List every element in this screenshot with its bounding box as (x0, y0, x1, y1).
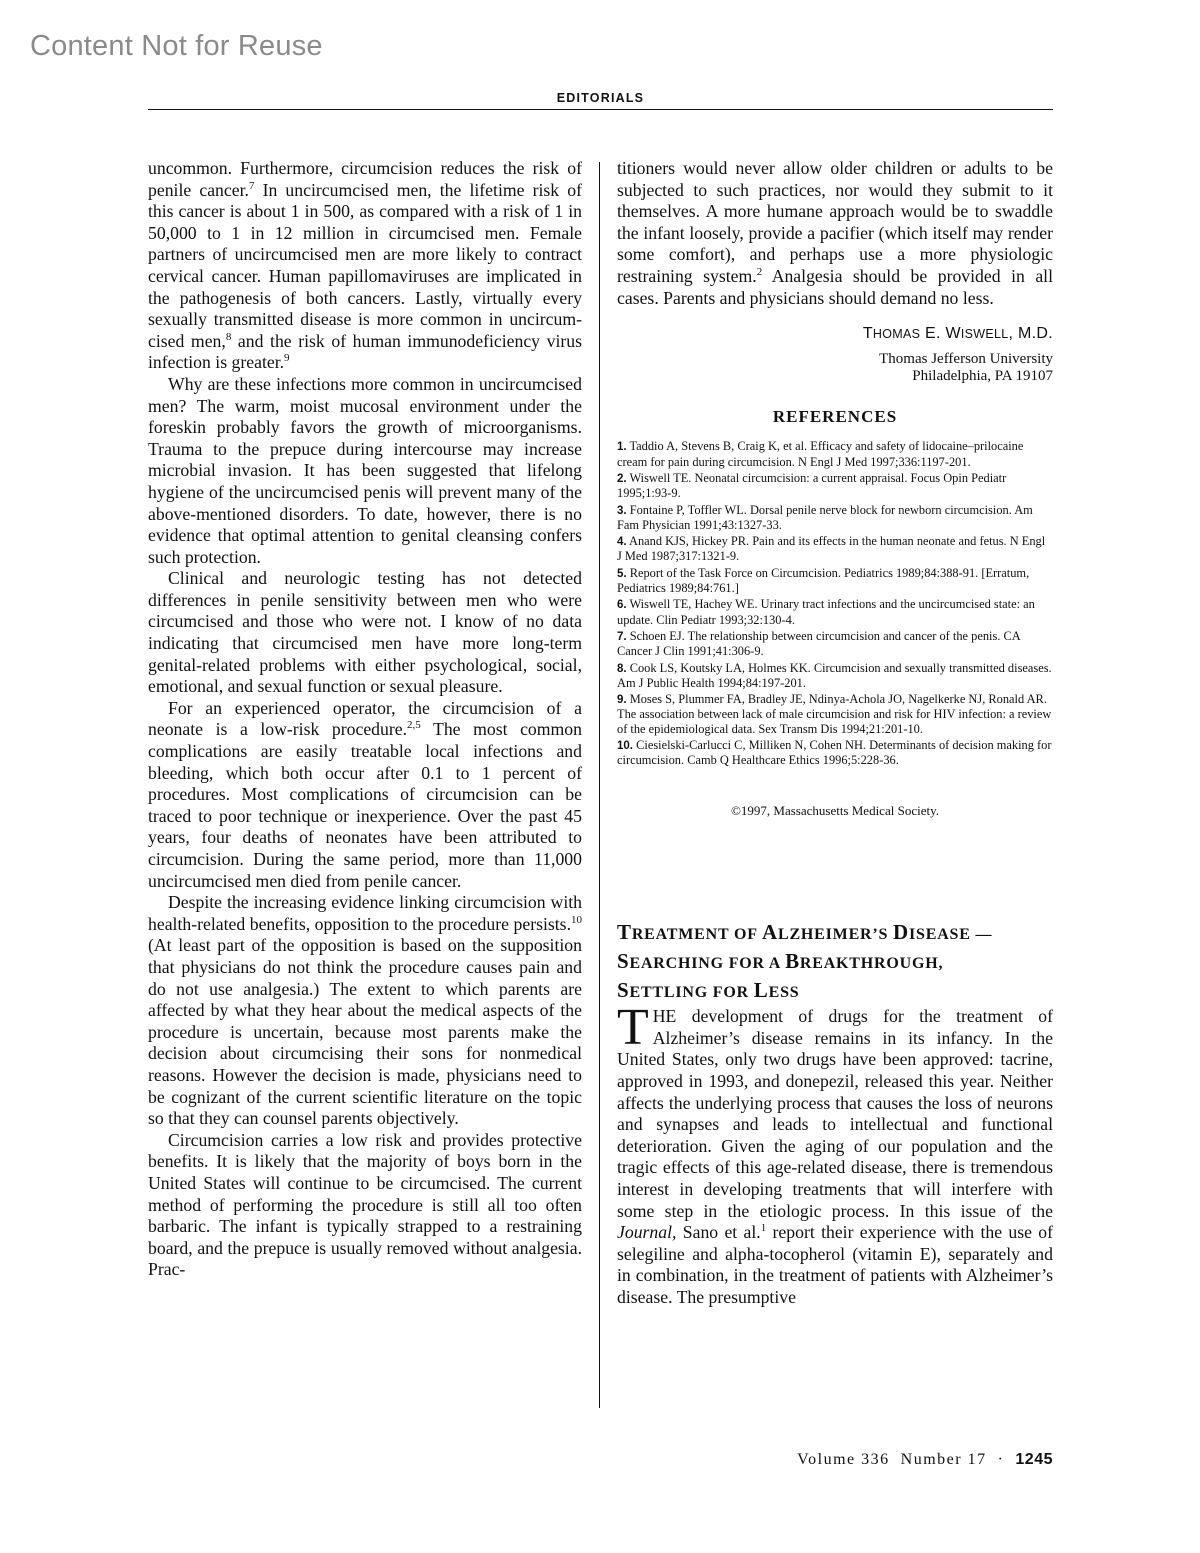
reference-text: Cook LS, Koutsky LA, Holmes KK. Circumcision and sexually transmitted diseases. Am J Public Health 1994;84:197-201. (617, 660, 1052, 690)
watermark: Content Not for Reuse (30, 30, 323, 62)
paragraph: Circumcision carries a low risk and provides protective benefits. It is likely that the majority of boys born in the United States will continue to be circumcised. The current method of performing the procedure is still all too often barbaric. The infant is typically strapped to a restraining board, and the prepuce is usually removed without analgesia. Prac- (148, 1129, 582, 1280)
reference-number: 10. (617, 739, 633, 752)
article-title (617, 919, 1053, 1006)
reference-number: 3. (617, 504, 627, 517)
reference-text: Ciesielski-Carlucci C, Milliken N, Cohen NH. Determinants of decision making for circumcision. Camb Q Healthcare Ethics 1996;5:228-36. (617, 737, 1052, 768)
reference-item (617, 503, 1053, 533)
author-name: THOMAS E. WISWELL, M.D. (862, 325, 1053, 343)
reference-text: Moses S, Plummer FA, Bradley JE, Ndinya-Achola JO, Nagelkerke NJ, Ronald AR. The association between lack of male circumcision and risk for HIV infection: a review of the epidemiological data. Sex Transm Dis 1994;21:201-10. (617, 692, 1052, 736)
reference-item (617, 661, 1053, 691)
reference-text: Schoen EJ. The relationship between circumcision and cancer of the penis. CA Cancer J Clin 1991;41:306-9. (617, 628, 1021, 659)
reference-number: 8. (617, 662, 627, 675)
reference-text: Wiswell TE, Hachey WE. Urinary tract infections and the uncircumcised state: an update. Clin Pediatr 1993;32:130-4. (617, 597, 1035, 627)
paragraph: Clinical and neurologic testing has not detected differences in penile sensitivity between men who were circumcised and those who were not. I know of no data indicating that circumcised men have more long-term genital-related problems with either psychological, social, emotional, and sexual function or sexual pleasure. (148, 568, 582, 697)
paragraph: For an experienced operator, the circumcision of a neonate is a low-risk procedure.$^{2,5}$ The most common complications are easily treatable local infections and bleeding, which both occur after 0.1 to 1 percent of procedures. Most complications of circumcision can be traced to poor technique or inexperience. Over the past 45 years, four deaths of neonates have been attributed to circumcision. During the same period, more than 11,000 uncircumcised men died from penile cancer. (148, 697, 582, 891)
paragraph: Why are these infections more common in uncircumcised men? The warm, moist mucosal environment under the foreskin probably favors the growth of microorganisms. Trauma to the prepuce during intercourse may increase microbial invasion. It has been suggested that lifelong hygiene of the uncircumcised penis will prevent many of the above-mentioned disorders. To date, however, there is no evidence that optimal attention to genital cleansing confers such protection. (148, 373, 582, 567)
reference-number: 1. (617, 441, 627, 454)
header-rule (148, 109, 1053, 110)
reference-item (617, 534, 1053, 564)
reference-number: 2. (617, 472, 627, 485)
references-heading: REFERENCES (772, 406, 898, 426)
reference-number: 9. (617, 694, 627, 707)
author-affiliation: Thomas Jefferson University Philadelphia, PA 19107 (879, 350, 1053, 385)
reference-text: Taddio A, Stevens B, Craig K, et al. Efficacy and safety of lidocaine–prilocaine cream for pain during circumcision. N Engl J Med 1997;336:1197-201. (617, 439, 1024, 469)
title-line: SETTLING FOR LESS (617, 978, 800, 1003)
section-header: EDITORIALS (556, 91, 645, 105)
paragraph: uncommon. Furthermore, circumcision reduces the risk of penile cancer.$^7$ In uncircumcised men, the lifetime risk of this cancer is about 1 in 500, as compared with a risk of 1 in 50,000 to 1 in 12 million in circumcised men. Female partners of uncircumcised men are more likely to contract cervical cancer. Human papillomaviruses are implicated in the pathogenesis of both cancers. Lastly, virtually every sexually transmitted disease is more common in uncircumcised men,$^8$ and the risk of human immunodeficiency virus infection is greater.$^9$ (148, 158, 582, 373)
reference-number: 4. (617, 536, 627, 549)
title-line: TREATMENT OF ALZHEIMER’S DISEASE — (617, 920, 993, 945)
copyright: ©1997, Massachusetts Medical Society. (731, 802, 939, 818)
reference-item (617, 738, 1053, 768)
paragraph: Despite the increasing evidence linking circumcision with health-related benefits, opposition to the procedure persists.$^{10}$ (At least part of the opposition is based on the supposition that physicians do not think the procedure causes pain and do not use analgesia.) The extent to which parents are affected by what they hear about the medical aspects of the procedure is uncertain, because most parents make the decision about circumcising their sons for nonmedical reasons. However the decision is made, physicians need to be cognizant of the current scientific literature on the topic so that they can counsel parents objectively. (148, 892, 582, 1129)
article-lead-paragraph: THE development of drugs for the treatment of Alzheimer’s disease remains in its infancy. In the United States, only two drugs have been approved: tacrine, approved in 1993, and donepezil, released this year. Neither affects the underlying process that causes the loss of neurons and synapses and leads to intellectual and functional deterioration. Given the aging of our population and the tragic effects of this age-related disease, there is tremendous interest in developing treatments that will interfere with some step in the etiologic process. In this issue of the Journal, Sano et al.$^1$ report their experience with the use of selegiline and alpha-tocopherol (vitamin E), separately and in combination, in the treatment of patients with Alzheimer’s disease. The presumptive (617, 999, 1053, 1307)
reference-item (617, 629, 1053, 659)
reference-text: Fontaine P, Toffler WL. Dorsal penile nerve block for newborn circumcision. Am Fam Physician 1991;43:1327-33. (617, 502, 1033, 532)
reference-number: 6. (617, 599, 627, 612)
page-footer: Volume 336 Number 17 · 1245 (797, 1451, 1053, 1468)
references-list (617, 439, 1053, 767)
reference-item (617, 692, 1053, 736)
title-line: SEARCHING FOR A BREAKTHROUGH, (617, 949, 944, 974)
reference-text: Anand KJS, Hickey PR. Pain and its effects in the human neonate and fetus. N Engl J Med 1987;317:1321-9. (617, 534, 1046, 564)
left-column (148, 158, 582, 1413)
paragraph: titioners would never allow older children or adults to be subjected to such practices, nor would they submit to it themselves. A more humane approach would be to swaddle the infant loosely, provide a pacifier (which itself may render some comfort), and perhaps use a more physiologic restraining system.$^2$ Analgesia should be provided in all cases. Parents and physicians should demand no less. (617, 158, 1053, 308)
reference-item (617, 566, 1053, 596)
reference-item (617, 597, 1053, 627)
column-divider (599, 162, 600, 1408)
reference-number: 7. (617, 630, 627, 643)
reference-text: Wiswell TE. Neonatal circumcision: a current appraisal. Focus Opin Pediatr 1995;1:93-9. (617, 470, 1007, 501)
page-number: 1245 (1015, 1451, 1053, 1468)
reference-item (617, 471, 1053, 501)
reference-text: Report of the Task Force on Circumcision. Pediatrics 1989;84:388-91. [Erratum, Pediatrics 1989;84:761.] (617, 565, 1030, 596)
right-column (617, 158, 1053, 1413)
reference-item (617, 439, 1053, 469)
reference-number: 5. (617, 567, 627, 580)
drop-cap: T (617, 999, 649, 1057)
